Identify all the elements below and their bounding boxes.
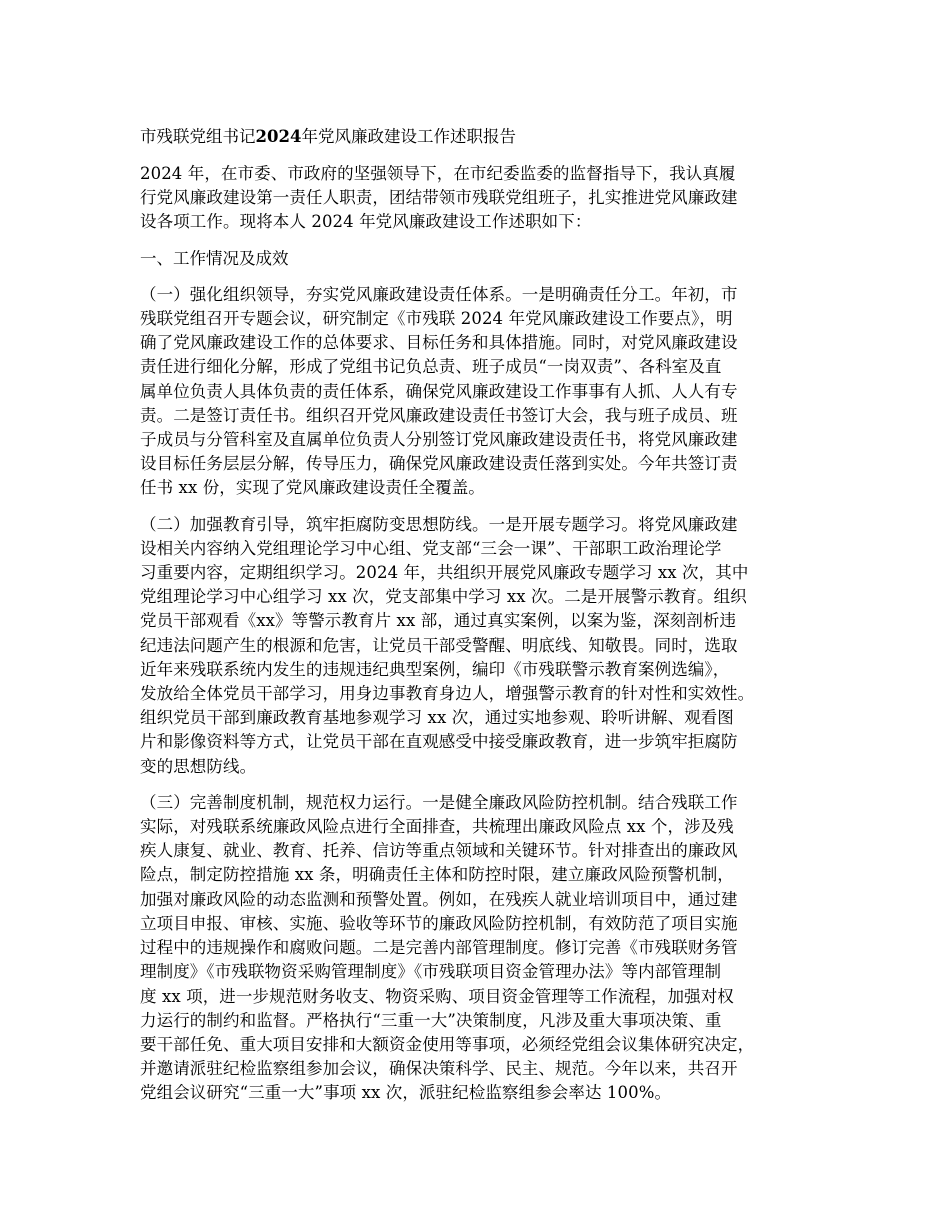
document-title xyxy=(140,122,828,152)
title-prefix: 市残联党组书记 xyxy=(140,127,256,146)
text-line: 确了党风廉政建设工作的总体要求、目标任务和具体措施。同时，对党风廉政建设 xyxy=(140,333,738,353)
text-line: 实际，对残联系统廉政风险点进行全面排查，共梳理出廉政风险点 xx 个，涉及残 xyxy=(140,817,734,837)
text-line: （一）强化组织领导，夯实党风廉政建设责任体系。一是明确责任分工。年初，市 xyxy=(140,284,738,304)
text-line: 力运行的制约和监督。严格执行“三重一大”决策制度，凡涉及重大事项决策、重 xyxy=(140,1010,722,1030)
text-line: 行党风廉政建设第一责任人职责，团结带领市残联党组班子，扎实推进党风廉政建 xyxy=(140,188,738,208)
section-heading: 一、工作情况及成效 xyxy=(140,248,289,268)
text-line: 任书 xx 份，实现了党风廉政建设责任全覆盖。 xyxy=(140,478,485,498)
title-year: 2024 xyxy=(255,127,302,146)
text-line: 片和影像资料等方式，让党员干部在直观感受中接受廉政教育，进一步筑牢拒腐防 xyxy=(140,732,738,752)
paragraph-organization-leadership xyxy=(140,283,828,501)
text-line: 子成员与分管科室及直属单位负责人分别签订党风廉政建设责任书，将党风廉政建 xyxy=(140,430,738,450)
text-line: 属单位负责人具体负责的责任体系，确保党风廉政建设工作事事有人抓、人人有专 xyxy=(140,381,738,401)
text-line: 设相关内容纳入党组理论学习中心组、党支部“三会一课”、干部职工政治理论学 xyxy=(140,538,722,558)
text-line: 立项目申报、审核、实施、验收等环节的廉政风险防控机制，有效防范了项目实施 xyxy=(140,913,738,933)
text-line: 组织党员干部到廉政教育基地参观学习 xx 次，通过实地参观、聆听讲解、观看图 xyxy=(140,708,734,728)
text-line: 疾人康复、就业、教育、托养、信访等重点领域和关键环节。针对排查出的廉政风 xyxy=(140,841,738,861)
text-line: 党组理论学习中心组学习 xx 次，党支部集中学习 xx 次。二是开展警示教育。组织 xyxy=(140,587,747,607)
text-line: 并邀请派驻纪检监察组参加会议，确保决策科学、民主、规范。今年以来，共召开 xyxy=(140,1059,738,1079)
text-line: 近年来残联系统内发生的违规违纪典型案例，编印《市残联警示教育案例选编》， xyxy=(140,659,730,679)
text-line: 残联党组召开专题会议，研究制定《市残联 2024 年党风廉政建设工作要点》，明 xyxy=(140,309,733,329)
text-line: 理制度》《市残联物资采购管理制度》《市残联项目资金管理办法》等内部管理制 xyxy=(140,962,722,982)
text-line: 变的思想防线。 xyxy=(140,756,257,776)
paragraph-system-mechanism xyxy=(140,791,828,1106)
text-line: 习重要内容，定期组织学习。2024 年，共组织开展党风廉政专题学习 xx 次，其中 xyxy=(140,563,749,583)
paragraph-education-guidance xyxy=(140,513,828,779)
text-line: （三）完善制度机制，规范权力运行。一是健全廉政风险防控机制。结合残联工作 xyxy=(140,792,738,812)
text-line: 发放给全体党员干部学习，用身边事教育身边人，增强警示教育的针对性和实效性。 xyxy=(140,684,755,704)
text-line: 险点，制定防控措施 xx 条，明确责任主体和防控时限，建立廉政风险预警机制， xyxy=(140,865,734,885)
intro-paragraph xyxy=(140,162,828,235)
text-line: 2024 年，在市委、市政府的坚强领导下，在市纪委监委的监督指导下，我认真履 xyxy=(140,164,736,183)
text-line: （二）加强教育引导，筑牢拒腐防变思想防线。一是开展专题学习。将党风廉政建 xyxy=(140,514,738,534)
text-line: 设目标任务层层分解，传导压力，确保党风廉政建设责任落到实处。今年共签订责 xyxy=(140,454,738,474)
text-line: 纪违法问题产生的根源和危害，让党员干部受警醒、明底线、知敬畏。同时，选取 xyxy=(140,635,738,655)
text-line: 设各项工作。现将本人 2024 年党风廉政建设工作述职如下： xyxy=(140,212,592,232)
text-line: 党员干部观看《xx》等警示教育片 xx 部，通过真实案例，以案为鉴，深刻剖析违 xyxy=(140,611,737,631)
title-suffix: 年党风廉政建设工作述职报告 xyxy=(301,127,516,146)
text-line: 度 xx 项，进一步规范财务收支、物资采购、项目资金管理等工作流程，加强对权 xyxy=(140,986,734,1006)
text-line: 加强对廉政风险的动态监测和预警处置。例如，在残疾人就业培训项目中，通过建 xyxy=(140,889,738,909)
text-line: 责。二是签订责任书。组织召开党风廉政建设责任书签订大会，我与班子成员、班 xyxy=(140,405,738,425)
text-line: 责任进行细化分解，形成了党组书记负总责、班子成员“一岗双责”、各科室及直 xyxy=(140,357,722,377)
text-line: 过程中的违规操作和腐败问题。二是完善内部管理制度。修订完善《市残联财务管 xyxy=(140,938,738,958)
text-line: 要干部任免、重大项目安排和大额资金使用等事项，必须经党组会议集体研究决定， xyxy=(140,1034,755,1054)
document-page xyxy=(140,122,828,1118)
text-line: 党组会议研究“三重一大”事项 xx 次，派驻纪检监察组参会率达 100%。 xyxy=(140,1083,672,1103)
